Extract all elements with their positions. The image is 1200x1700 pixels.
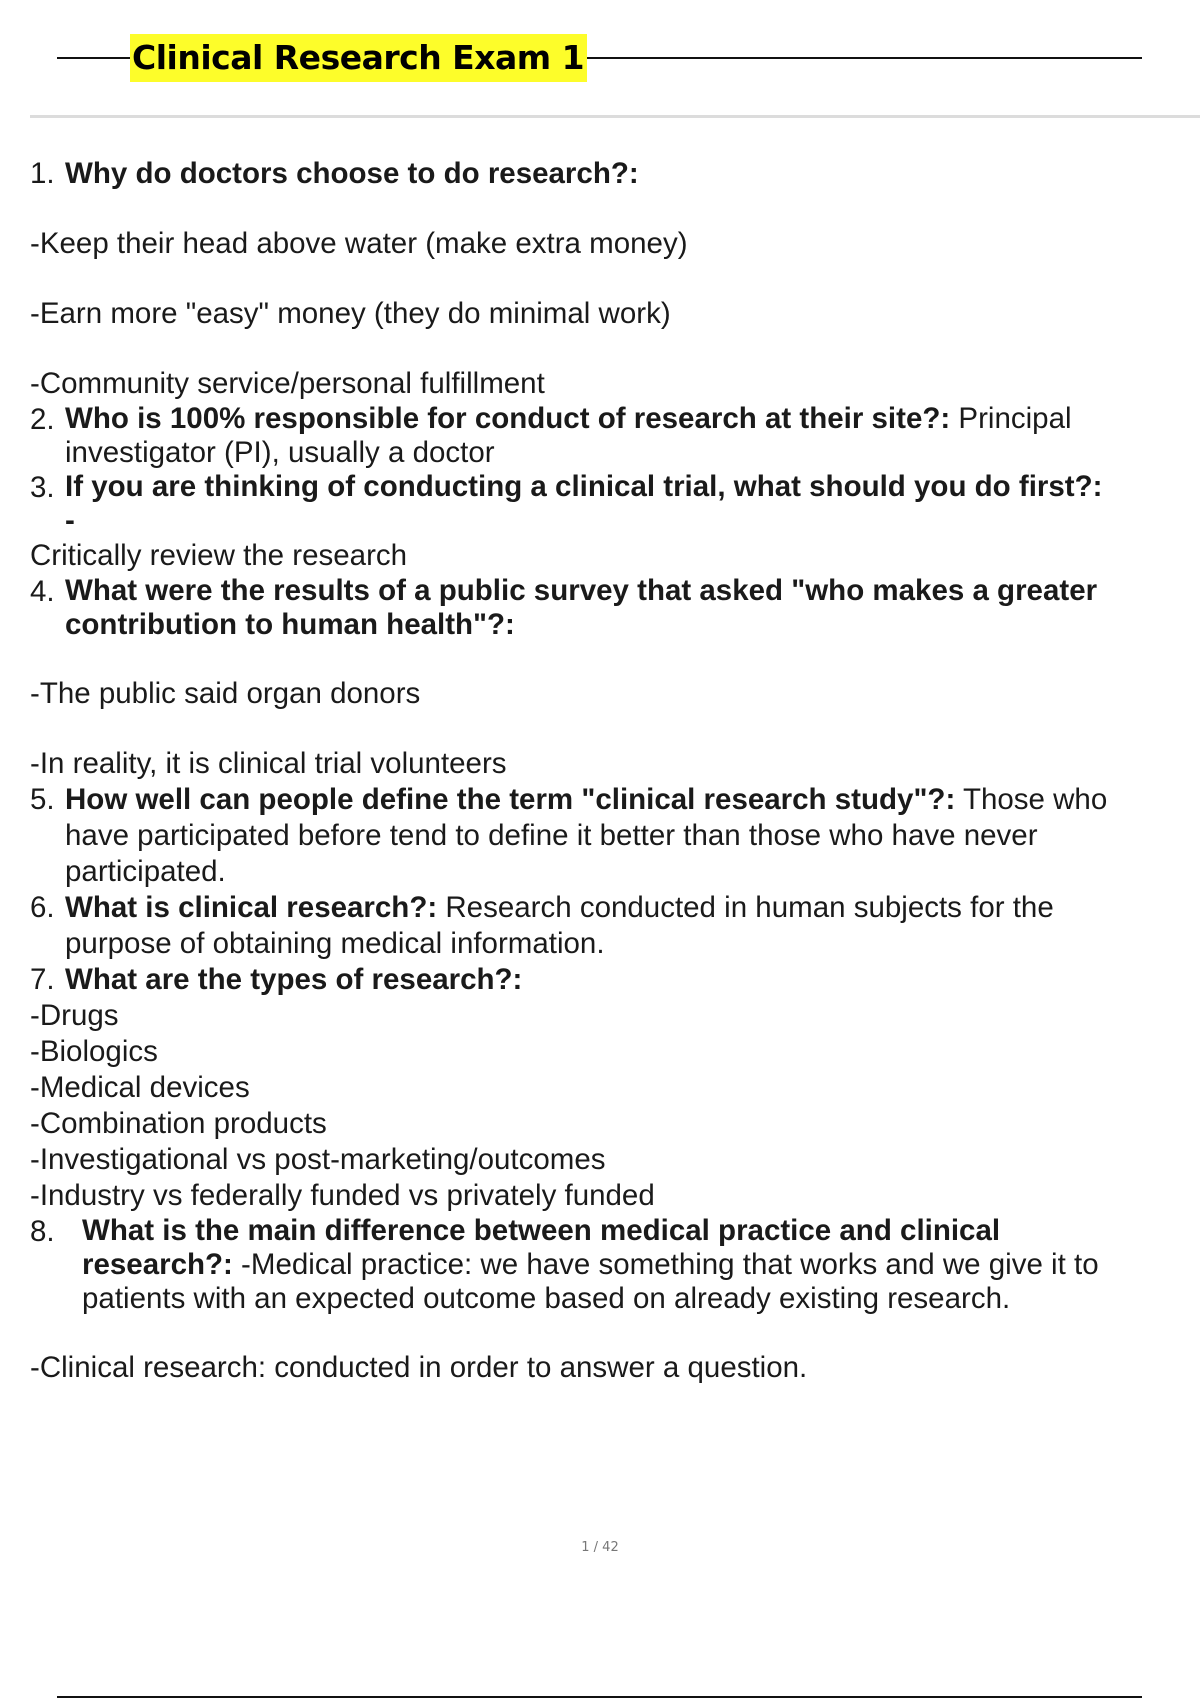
question-number: 7.: [30, 963, 55, 996]
question-8: [30, 1214, 1200, 1316]
footer-rule: [57, 1696, 1142, 1698]
question-text: research?:: [82, 1248, 233, 1281]
answer-line: -Investigational vs post-marketing/outcomes: [30, 1143, 606, 1176]
answer-text: -Medical practice: we have something that works and we give it to: [232, 1248, 1099, 1281]
answer-line: -Biologics: [30, 1035, 158, 1068]
answer-dash: -: [65, 504, 75, 537]
answer-text: patients with an expected outcome based on already existing research.: [82, 1282, 1011, 1315]
answer-line: -Industry vs federally funded vs privately funded: [30, 1179, 655, 1212]
answer-line: -In reality, it is clinical trial volunteers: [30, 747, 507, 780]
question-text: Why do doctors choose to do research?:: [65, 157, 639, 190]
answer-line: -The public said organ donors: [30, 677, 421, 710]
answer-text: participated.: [65, 855, 226, 888]
question-text: What were the results of a public survey that asked "who makes a greater: [65, 574, 1098, 607]
question-number: 3.: [30, 471, 55, 504]
answer-line: -Combination products: [30, 1107, 327, 1140]
answer-line: -Drugs: [30, 999, 119, 1032]
answer-line: -Medical devices: [30, 1071, 250, 1104]
answer-text: investigator (PI), usually a doctor: [65, 436, 495, 469]
answer-line: -Keep their head above water (make extra money): [30, 227, 688, 260]
question-2: [30, 402, 1200, 470]
answer-text: purpose of obtaining medical information.: [65, 927, 605, 960]
question-text: Who is 100% responsible for conduct of research at their site?:: [65, 402, 951, 435]
question-text: contribution to human health"?:: [65, 608, 515, 641]
question-text: What is clinical research?:: [65, 891, 438, 924]
question-6: [30, 890, 1200, 962]
title-row: [57, 30, 1142, 86]
question-5: [30, 782, 1200, 890]
question-text: What is the main difference between medical practice and clinical: [82, 1214, 1001, 1247]
question-number: 6.: [30, 891, 55, 924]
question-1: [30, 156, 1200, 192]
answer-text: Research conducted in human subjects for the: [437, 891, 1054, 924]
question-4: [30, 574, 1200, 642]
answer-text: have participated before tend to define it better than those who have never: [65, 819, 1038, 852]
question-number: 1.: [30, 157, 55, 190]
answer-line: -Community service/personal fulfillment: [30, 367, 545, 400]
question-text: What are the types of research?:: [65, 963, 523, 996]
answer-line: -Clinical research: conducted in order to answer a question.: [30, 1351, 808, 1384]
question-number: 5.: [30, 783, 55, 816]
question-3: [30, 470, 1200, 538]
question-7: [30, 962, 1200, 998]
document-body: [30, 156, 1200, 1386]
question-text: How well can people define the term "clinical research study"?:: [65, 783, 956, 816]
header-divider: [30, 115, 1200, 118]
question-number: 4.: [30, 575, 55, 608]
page-number: 1 / 42: [581, 1540, 619, 1555]
answer-line: Critically review the research: [30, 539, 408, 572]
page-title: Clinical Research Exam 1: [130, 34, 587, 82]
question-number: 2.: [30, 403, 55, 436]
answer-text: Those who: [955, 783, 1108, 816]
answer-line: -Earn more "easy" money (they do minimal work): [30, 297, 671, 330]
answer-text: Principal: [950, 402, 1072, 435]
question-text: If you are thinking of conducting a clinical trial, what should you do first?:: [65, 470, 1103, 503]
question-number: 8.: [30, 1215, 55, 1248]
